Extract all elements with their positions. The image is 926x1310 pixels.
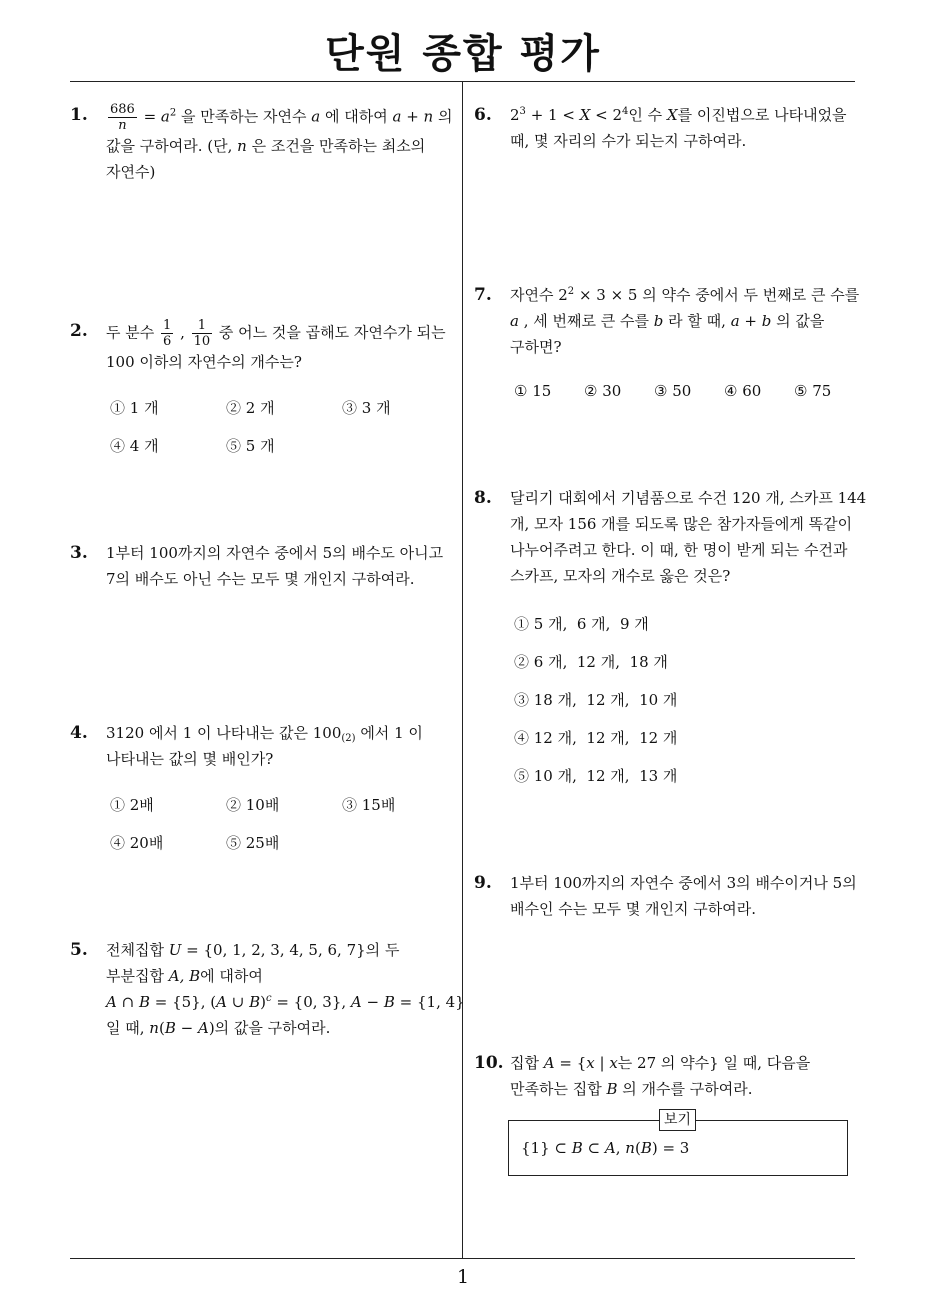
question-3 [70,540,455,592]
choice-4[interactable]: ④ 12 개, 12 개, 12 개 [514,729,678,747]
choice-5[interactable]: ⑤ 10 개, 12 개, 13 개 [514,767,678,785]
choice-5[interactable]: ⑤ 75 [794,382,832,400]
question-text-line: 1부터 100까지의 자연수 중에서 5의 배수도 아니고 [106,544,444,562]
example-box-text: {1} ⊂ B ⊂ A, n(B) = 3 [521,1139,690,1157]
choice-2[interactable]: ② 6 개, 12 개, 18 개 [514,653,668,671]
choice-3[interactable]: ③ 18 개, 12 개, 10 개 [514,691,678,709]
choice-1[interactable]: ① 15 [514,382,552,400]
question-8 [474,485,867,795]
choice-3[interactable]: ③ 50 [654,382,692,400]
question-text-line: 때, 몇 자리의 수가 되는지 구하여라. [510,132,747,150]
choice-2[interactable]: ② 10배 [226,796,280,814]
question-text-line: A ∩ B = {5}, (A ∪ B)$^c$ = {0, 3}, A − B = {1, 4} [106,993,465,1011]
question-text-line: 1부터 100까지의 자연수 중에서 3의 배수이거나 5의 [510,874,857,892]
question-text-line: 일 때, n(B − A)의 값을 구하여라. [106,1019,331,1037]
question-4 [70,720,455,862]
question-text-line: 나타내는 값의 몇 배인가? [106,750,274,768]
answer-choices [514,605,859,795]
choice-4[interactable]: ④ 4 개 [110,437,159,455]
choice-1[interactable]: ① 2배 [110,796,154,814]
question-text-line: $\frac{686}{n}$ = $a^2$ 을 만족하는 자연수 a 에 대하여 a + n 의 [110,102,453,133]
example-box-label: 보기 [659,1109,696,1131]
fraction: $\frac{1}{6}$ [163,318,172,349]
question-number: 7. [474,285,492,305]
choice-3[interactable]: ③ 15배 [342,796,396,814]
choice-1[interactable]: ① 5 개, 6 개, 9 개 [514,615,649,633]
question-number: 5. [70,940,88,960]
question-text-line: 구하면? [510,338,562,356]
question-number: 1. [70,105,88,125]
choice-5[interactable]: ⑤ 5 개 [226,437,275,455]
choice-5[interactable]: ⑤ 25배 [226,834,280,852]
question-1 [70,102,455,185]
question-number: 6. [474,105,492,125]
question-5 [70,937,465,1041]
question-text-line: 달리기 대회에서 기념품으로 수건 120 개, 스카프 144 [510,489,867,507]
question-text-line: 3120 에서 1 이 나타내는 값은 $100_{(2)}$ 에서 1 이 [106,724,423,744]
question-text-line: 값을 구하여라. (단, n 은 조건을 만족하는 최소의 [106,137,426,155]
answer-choices [514,372,859,410]
question-text-line: 두 분수 $\frac{1}{6}$ , $\frac{1}{10}$ 중 어느 것을 곱해도 자연수가 되는 [106,318,446,349]
question-number: 3. [70,543,88,563]
choice-3[interactable]: ③ 3 개 [342,399,391,417]
question-10 [474,1050,859,1176]
column-divider [462,82,463,1258]
question-text-line: 만족하는 집합 B 의 개수를 구하여라. [510,1080,753,1098]
question-number: 10. [474,1053,504,1073]
bottom-rule [70,1258,855,1259]
question-text-line: 부분집합 A, B에 대하여 [106,967,263,985]
fraction: $\frac{1}{10}$ [193,318,211,349]
question-number: 9. [474,873,492,893]
question-text-line: a , 세 번째로 큰 수를 b 라 할 때, a + b 의 값을 [510,312,825,330]
choice-2[interactable]: ② 2 개 [226,399,275,417]
answer-choices [110,389,455,465]
choice-1[interactable]: ① 1 개 [110,399,159,417]
question-9 [474,870,859,922]
page-title: 단원 종합 평가 [325,31,601,77]
question-text-line: 집합 A = {x | x는 27 의 약수} 일 때, 다음을 [510,1054,811,1072]
question-2 [70,318,455,465]
question-text-line: 나누어주려고 한다. 이 때, 한 명이 받게 되는 수건과 [510,541,848,559]
choice-4[interactable]: ④ 60 [724,382,762,400]
example-box [508,1112,848,1176]
choice-2[interactable]: ② 30 [584,382,622,400]
question-number: 2. [70,321,88,341]
question-text-line: 스카프, 모자의 개수로 옳은 것은? [510,567,731,585]
question-text-line: $2^3 + 1 < X < 2^4$인 수 X를 이진법으로 나타내었을 [510,106,847,124]
question-number: 4. [70,723,88,743]
fraction: $\frac{686}{n}$ [110,102,135,133]
question-text-line: 전체집합 U = {0, 1, 2, 3, 4, 5, 6, 7}의 두 [106,941,400,959]
question-text-line: 개, 모자 156 개를 되도록 많은 참가자들에게 똑같이 [510,515,853,533]
question-text-line: 배수인 수는 모두 몇 개인지 구하여라. [510,900,756,918]
question-text-line: 자연수) [106,163,156,181]
question-text-line: 자연수 $2^2 \times 3 \times 5$ 의 약수 중에서 두 번째로 큰 수를 [510,286,860,304]
question-7 [474,282,859,410]
question-number: 8. [474,488,492,508]
page-number: 1 [456,1266,470,1288]
question-text-line: 7의 배수도 아닌 수는 모두 몇 개인지 구하여라. [106,570,415,588]
answer-choices [110,786,455,862]
question-text-line: 100 이하의 자연수의 개수는? [106,353,302,371]
question-6 [474,102,859,154]
choice-4[interactable]: ④ 20배 [110,834,164,852]
